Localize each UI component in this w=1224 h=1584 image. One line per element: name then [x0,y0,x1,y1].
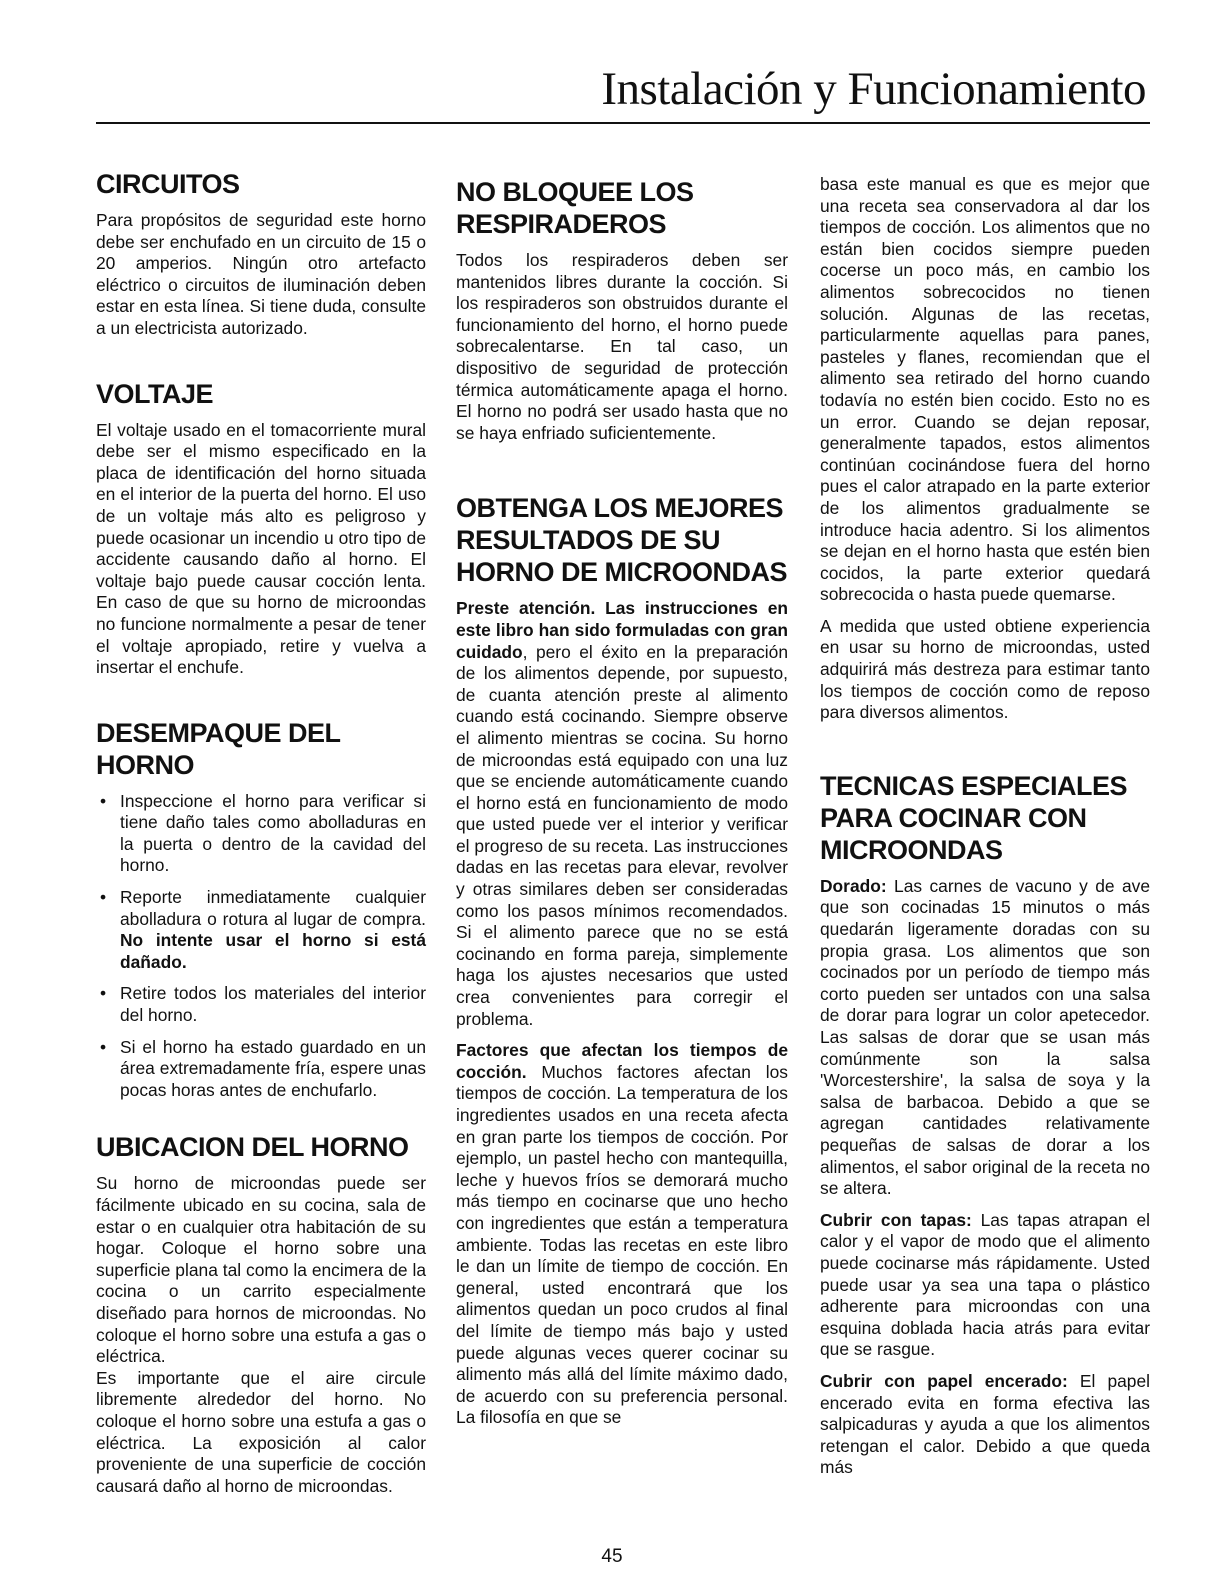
paragraph-ubicacion-1: Su horno de microondas puede ser fácilmente ubicado en su cocina, sala de estar o en cualquier otra habitación de su hogar. Coloque el horno sobre una superficie plana tal como la encimera de la cocina o un carrito especialmente diseñado para hornos de microondas. No coloque el horno sobre una estufa a gas o eléctrica. [96,1173,426,1367]
list-item: • Si el horno ha estado guardado en un área extremadamente fría, espere unas pocas horas antes de enchufarlo. [96,1037,426,1102]
paragraph-papel-encerado: Cubrir con papel encerado: El papel encerado evita en forma efectiva las salpicaduras y ayuda a que los alimentos retengan el calor. Debido a que queda más [820,1370,1150,1478]
paragraph-ubicacion-2: Es importante que el aire circule libremente alrededor del horno. No coloque el horno sobre una estufa a gas o eléctrica. La exposición al calor proveniente de una superficie de cocción causará daño al horno de microondas. [96,1367,426,1496]
column-1 [96,168,426,1507]
heading-mejores-resultados: OBTENGA LOS MEJORES RESULTADOS DE SU HORNO DE MICROONDAS [456,493,788,588]
paragraph-respiraderos: Todos los respiraderos deben ser mantenidos libres durante la cocción. Si los respiraderos son obstruidos durante el funcionamiento del horno, el horno puede sobrecalentarse. En tal caso, un dispositivo de seguridad de protección térmica automáticamente apaga el horno. El horno no podrá ser usado hasta que no se haya enfriado suficientemente. [456,250,788,443]
warning-text: No intente usar el horno si está dañado. [120,930,426,972]
lead-factores: Factores que afectan los tiempos de cocción. [456,1040,788,1082]
lead-tapas: Cubrir con tapas: [820,1209,972,1230]
column-3 [820,174,1150,1489]
lead-papel-encerado: Cubrir con papel encerado: [820,1370,1068,1391]
page-title: Instalación y Funcionamiento [601,63,1146,115]
column-2 [456,176,788,1439]
heading-tecnicas: TECNICAS ESPECIALES PARA COCINAR CON MICROONDAS [820,770,1128,865]
page-number: 45 [601,1546,623,1567]
list-item: • Reporte inmediatamente cualquier abolladura o rotura al lugar de compra. No intente usar el horno si está dañado. [96,887,426,973]
lead-dorado: Dorado: [820,875,887,896]
heading-ubicacion: UBICACION DEL HORNO [96,1132,409,1163]
list-item: • Inspeccione el horno para verificar si tiene daño tales como abolladuras en la puerta o dentro de la cavidad del horno. [96,791,426,877]
heading-desempaque: DESEMPAQUE DEL HORNO [96,717,341,780]
paragraph-factores: Factores que afectan los tiempos de cocción. Muchos factores afectan los tiempos de cocción. La temperatura de los ingredientes usados en una receta afecta en gran parte los tiempos de cocción. Por ejemplo, un pastel hecho con mantequilla, leche y huevos fríos se demorará mucho más tiempo en cocinarse que uno hecho con ingredientes que están a temperatura ambiente. Todas las recetas en este libro le dan un límite de tiempo de cocción. En general, usted encontrará que los alimentos quedan un poco crudos al final del límite de tiempo más bajo y usted puede algunas veces querer cocinar su alimento más allá del límite máximo dado, de acuerdo con su preferencia personal. La filosofía en que se [456,1040,788,1428]
paragraph-preste-atencion: Preste atención. Las instrucciones en este libro han sido formuladas con gran cuidado, pero el éxito en la preparación de los alimentos depende, por supuesto, de cuanta atención preste al alimento cuando está cocinando. Siempre observe el alimento mientras se cocina. Su horno de microondas está equipado con una luz que se enciende automáticamente cuando el horno está en funcionamiento de modo que usted puede ver el interior y verificar el progreso de su receta. Las instrucciones dadas en las recetas para elevar, revolver y otras similares deben ser consideradas como los pasos mínimos recomendados. Si el alimento parece que no se está cocinando en forma pareja, simplemente haga los ajustes necesarios que usted crea convenientes para corregir el problema. [456,598,788,1029]
paragraph-dorado: Dorado: Las carnes de vacuno y de ave que son cocinadas 15 minutos o más quedarán ligeramente doradas con su propia grasa. Los alimentos que son cocinados por un período de tiempo más corto pueden ser untados con una salsa de dorar para lograr un color apetecedor. Las salsas de dorar que se usan más comúnmente son la salsa 'Worcestershire', la salsa de soya y la salsa de barbacoa. Debido a que se agregan cantidades relativamente pequeñas de salsas de dorar a los alimentos, el sabor original de la receta no se altera. [820,875,1150,1199]
paragraph-voltaje: El voltaje usado en el tomacorriente mural debe ser el mismo especificado en la placa de identificación del horno situada en el interior de la puerta del horno. El uso de un voltaje más alto es peligroso y puede ocasionar un incendio u otro tipo de accidente causando daño al horno. El voltaje bajo puede causar cocción lenta. En caso de que su horno de microondas no funcione normalmente a pesar de tener el voltaje apropiado, retire y vuelva a insertar el enchufe. [96,419,426,678]
lead-preste-atencion: Preste atención. Las instrucciones en este libro han sido formuladas con gran cuidado [456,598,788,662]
paragraph-circuitos: Para propósitos de seguridad este horno debe ser enchufado en un circuito de 15 o 20 amperios. Ningún otro artefacto eléctrico o circuitos de iluminación deben estar en esta línea. Si tiene duda, consulte a un electricista autorizado. [96,210,426,338]
heading-circuitos: CIRCUITOS [96,169,240,199]
header-rule [96,122,1150,124]
heading-respiraderos: NO BLOQUEE LOS RESPIRADEROS [456,177,694,239]
paragraph-continuation: basa este manual es que es mejor que una receta sea conservadora al dar los tiempos de cocción. Los alimentos que no están bien cocidos siempre pueden cocerse un poco más, en cambio los alimentos sobrecocidos no tienen solución. Algunas de las recetas, particularmente aquellas para panes, pasteles y flanes, recomiendan que el alimento sea retirado del horno cuando todavía no estén bien cocido. Esto no es un error. Cuando se dejan reposar, generalmente tapados, estos alimentos continúan cocinándose fuera del horno pues el calor atrapado en la parte exterior de los alimentos gradualmente se introduce hacia adentro. Si los alimentos se dejan en el horno hasta que estén bien cocidos, la parte exterior quedará sobrecocida o hasta puede quemarse. [820,174,1150,605]
heading-voltaje: VOLTAJE [96,378,214,409]
paragraph-tapas: Cubrir con tapas: Las tapas atrapan el calor y el vapor de modo que el alimento puede cocinarse más rápidamente. Usted puede usar ya sea una tapa o plástico adherente para microondas con una esquina doblada hacia atrás para evitar que se rasgue. [820,1209,1150,1360]
paragraph-experiencia: A medida que usted obtiene experiencia en usar su horno de microondas, usted adquirirá más destreza para estimar tanto los tiempos de cocción como de reposo para diversos alimentos. [820,615,1150,723]
list-desempaque [96,791,426,1102]
list-item: • Retire todos los materiales del interior del horno. [96,983,426,1026]
